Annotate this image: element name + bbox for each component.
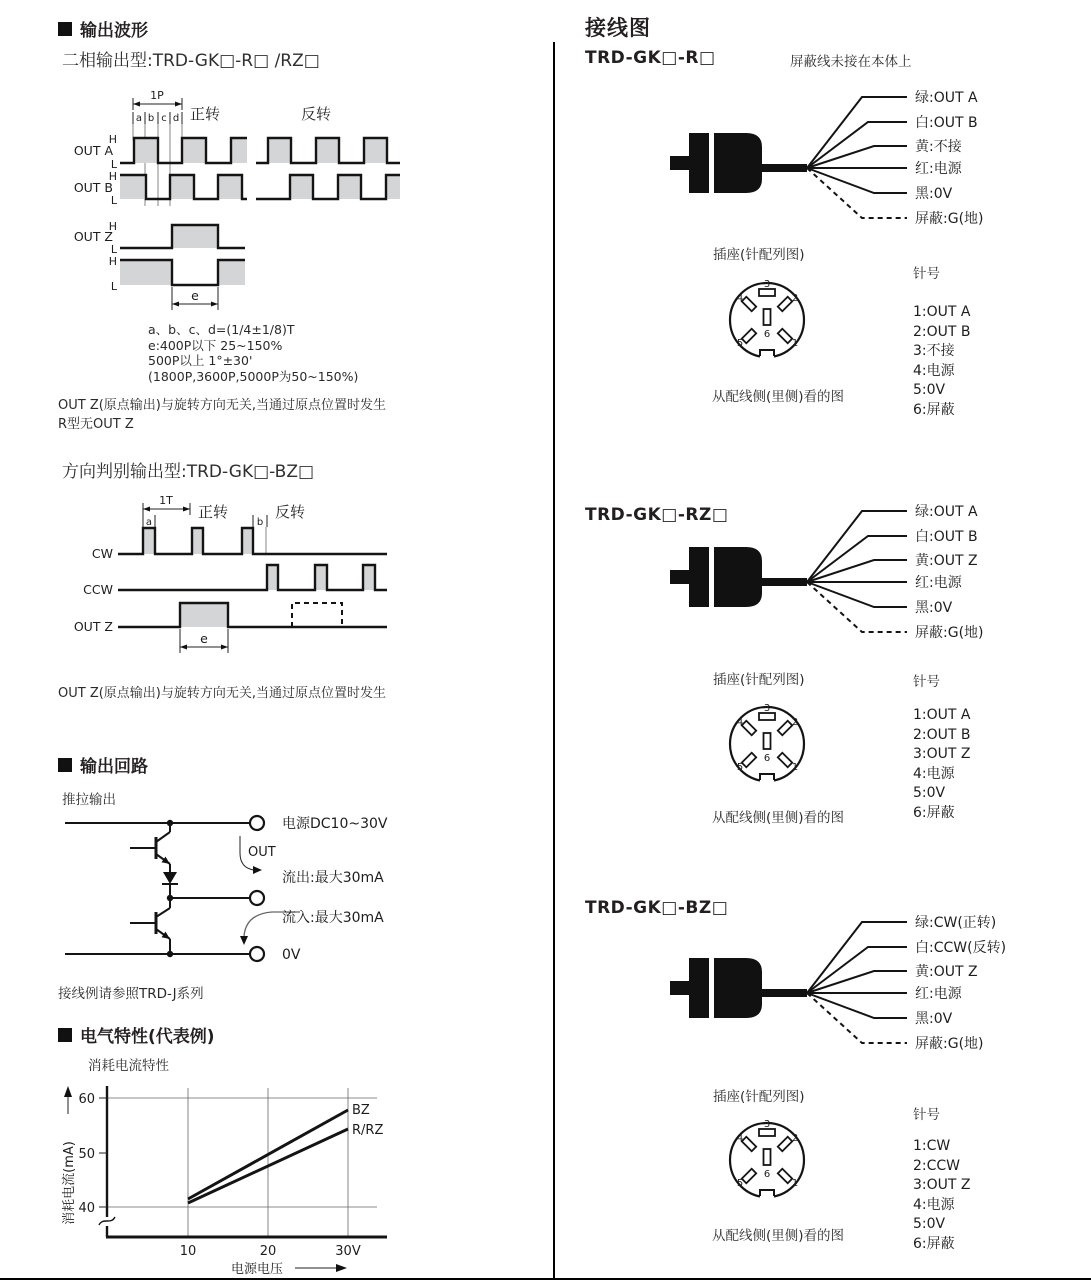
pin-2-number: 2	[791, 717, 799, 728]
pin-list-bz	[913, 1137, 970, 1254]
pin-row: 5:0V	[913, 1216, 946, 1232]
wire-yellow-label: 黄:OUT Z	[915, 964, 978, 980]
heading-text: 输出回路	[80, 757, 148, 777]
series-bz-label: BZ	[352, 1103, 370, 1118]
pin-row: 4:电源	[913, 765, 955, 782]
waveform-out-z-dashed-pulse	[292, 603, 342, 627]
waveform-out-z-dir	[118, 603, 387, 627]
wire-black-label: 黑:0V	[915, 600, 953, 616]
ytick-40: 40	[78, 1201, 95, 1216]
dim-d-label: d	[172, 113, 180, 124]
out-a-label: OUT A	[73, 143, 113, 158]
column-divider	[553, 42, 555, 1279]
pin-row: 4:电源	[913, 1196, 955, 1213]
out-z-label: OUT Z	[73, 229, 113, 244]
socket-pin-layout-rz	[723, 700, 813, 792]
wire-green-label: 绿:CW(正转)	[915, 915, 997, 931]
note-1800p: (1800P,3600P,5000P为50~150%)	[148, 368, 359, 384]
wire-white-label: 白:OUT B	[915, 115, 978, 131]
xtick-10: 10	[179, 1244, 197, 1259]
out-z-label: OUT Z	[73, 619, 113, 634]
chart-subtitle: 消耗电流特性	[88, 1058, 169, 1074]
pin-row: 6:屏蔽	[913, 401, 955, 418]
note-500p: 500P以上 1°±30'	[148, 353, 253, 368]
pin-2-number: 2	[791, 1133, 799, 1144]
pin-6-number: 6	[763, 329, 771, 340]
two-phase-waveform-diagram	[55, 88, 495, 323]
pin-row: 6:屏蔽	[913, 804, 955, 821]
pin-row: 1:CW	[913, 1138, 951, 1154]
model-title-rz: TRD-GK□-RZ□	[585, 505, 729, 525]
square-bullet-icon	[58, 758, 72, 772]
encoder-cable-diagram-bz	[620, 910, 1090, 1060]
wire-red-label: 红:电源	[915, 575, 962, 591]
out-z-note-line2: R型无OUT Z	[58, 417, 134, 432]
pin-6-number: 6	[763, 753, 771, 764]
dim-a-label: a	[135, 113, 143, 124]
pin-4-number: 4	[736, 1133, 744, 1144]
output-circuit-diagram	[60, 808, 500, 993]
ccw-label: CCW	[83, 582, 113, 597]
h-label: H	[108, 220, 117, 233]
pin-6-number: 6	[763, 1169, 771, 1180]
out-b-label: OUT B	[73, 180, 113, 195]
dim-1p-label: 1P	[150, 89, 164, 102]
pin-row: 2:OUT B	[913, 726, 971, 743]
dim-1t-label: 1T	[159, 495, 173, 507]
pin-1-number: 1	[791, 338, 799, 349]
h-label: H	[108, 170, 117, 183]
pin-row: 2:CCW	[913, 1157, 961, 1174]
out-arrow-label: OUT	[248, 845, 276, 860]
heading-text: 输出波形	[80, 21, 148, 41]
dim-a-label: a	[145, 517, 153, 528]
square-bullet-icon	[58, 22, 72, 36]
two-phase-subtitle: 二相输出型:TRD-GK□-R□ /RZ□	[62, 51, 320, 71]
waveform-notes	[148, 322, 358, 384]
pin-row: 2:OUT B	[913, 323, 971, 340]
xtick-20: 20	[259, 1244, 277, 1259]
pin-list-r	[913, 303, 971, 420]
dim-c-label: c	[161, 113, 167, 124]
forward-label: 正转	[190, 105, 221, 123]
direction-note: OUT Z(原点输出)与旋转方向无关,当通过原点位置时发生	[58, 686, 387, 701]
pin-list-rz	[913, 706, 971, 823]
y-axis-label: 消耗电流(mA)	[62, 1141, 77, 1225]
h-label: H	[108, 255, 117, 268]
pin-header: 针号	[913, 266, 940, 282]
direction-subtitle: 方向判别输出型:TRD-GK□-BZ□	[62, 462, 315, 482]
section-heading-output-circuit	[58, 752, 148, 777]
wire-white-label: 白:CCW(反转)	[915, 940, 1007, 956]
pin-row: 5:0V	[913, 785, 946, 801]
socket-title: 插座(针配列图)	[713, 672, 805, 688]
series-rrz-label: R/RZ	[352, 1123, 384, 1138]
ytick-50: 50	[78, 1147, 95, 1162]
wire-black-label: 黑:0V	[915, 186, 953, 202]
wiring-diagram-heading: 接线图	[585, 16, 651, 40]
pin-header: 针号	[913, 1107, 940, 1123]
socket-title: 插座(针配列图)	[713, 247, 805, 263]
wire-black-label: 黑:0V	[915, 1011, 953, 1027]
pin-row: 1:OUT A	[913, 707, 971, 723]
encoder-cable-diagram-r	[620, 85, 1090, 235]
socket-title: 插座(针配列图)	[713, 1089, 805, 1105]
pin-3-number: 3	[763, 703, 771, 714]
model-title-r: TRD-GK□-R□	[585, 48, 716, 68]
reverse-label: 反转	[301, 105, 332, 123]
dim-b-label: b	[256, 517, 264, 528]
pin-4-number: 4	[736, 293, 744, 304]
dim-b-label: b	[147, 113, 155, 124]
pin-row: 3:不接	[913, 343, 955, 359]
section-heading-output-waveform	[58, 16, 148, 41]
wire-yellow-label: 黄:OUT Z	[915, 553, 978, 569]
wire-yellow-label: 黄:不接	[915, 139, 962, 155]
square-bullet-icon	[58, 1028, 72, 1042]
encoder-cable-diagram-rz	[620, 499, 1090, 649]
pin-5-number: 5	[736, 338, 744, 349]
wiring-example-note: 接线例请参照TRD-J系列	[58, 986, 204, 1002]
view-note: 从配线侧(里侧)看的图	[712, 810, 845, 826]
pin-header: 针号	[913, 674, 940, 690]
heading-text: 电气特性(代表例)	[80, 1027, 215, 1047]
pin-row: 5:0V	[913, 382, 946, 398]
pin-row: 1:OUT A	[913, 304, 971, 320]
pin-row: 3:OUT Z	[913, 746, 971, 762]
socket-pin-layout-r	[723, 276, 813, 368]
pin-row: 4:电源	[913, 362, 955, 379]
view-note: 从配线侧(里侧)看的图	[712, 1228, 845, 1244]
wire-red-label: 红:电源	[915, 986, 962, 1002]
pin-4-number: 4	[736, 717, 744, 728]
pin-3-number: 3	[763, 279, 771, 290]
source-current-label: 流出:最大30mA	[282, 870, 384, 886]
power-terminal-label: 电源DC10~30V	[282, 816, 388, 832]
h-label: H	[108, 133, 117, 146]
waveform-cw	[118, 528, 387, 554]
pin-5-number: 5	[736, 1178, 744, 1189]
wire-shield-label: 屏蔽:G(地)	[915, 1036, 984, 1052]
pin-1-number: 1	[791, 762, 799, 773]
note-e400: e:400P以下 25~150%	[148, 337, 283, 353]
view-note: 从配线侧(里侧)看的图	[712, 389, 845, 405]
pin-1-number: 1	[791, 1178, 799, 1189]
note-abcd: a、b、c、d=(1/4±1/8)T	[148, 322, 295, 337]
l-label: L	[110, 158, 117, 171]
socket-pin-layout-bz	[723, 1116, 813, 1208]
wire-red-label: 红:电源	[915, 161, 962, 177]
reverse-label: 反转	[275, 503, 306, 521]
out-z-note-block	[58, 396, 528, 434]
forward-label: 正转	[198, 503, 229, 521]
bottom-rule	[0, 1278, 1091, 1280]
wire-green-label: 绿:OUT A	[915, 504, 978, 520]
waveform-ccw	[118, 565, 387, 590]
l-label: L	[110, 280, 117, 293]
cw-label: CW	[91, 546, 113, 561]
current-consumption-chart	[55, 1078, 505, 1278]
l-label: L	[110, 243, 117, 256]
wire-shield-label: 屏蔽:G(地)	[915, 625, 984, 641]
shield-note: 屏蔽线未接在本体上	[790, 54, 912, 70]
model-title-bz: TRD-GK□-BZ□	[585, 898, 729, 918]
out-z-note-line1: OUT Z(原点输出)与旋转方向无关,当通过原点位置时发生	[58, 398, 387, 413]
waveform-out-b-reverse	[256, 175, 400, 199]
direction-waveform-diagram	[55, 495, 495, 670]
dim-e-label: e	[191, 288, 199, 303]
l-label: L	[110, 194, 117, 207]
ytick-60: 60	[78, 1092, 95, 1107]
wire-green-label: 绿:OUT A	[915, 90, 978, 106]
pin-2-number: 2	[791, 293, 799, 304]
pin-row: 6:屏蔽	[913, 1235, 955, 1252]
pin-row: 3:OUT Z	[913, 1177, 971, 1193]
wire-white-label: 白:OUT B	[915, 529, 978, 545]
push-pull-label: 推拉输出	[62, 792, 116, 808]
wire-shield-label: 屏蔽:G(地)	[915, 211, 984, 227]
dim-e-label: e	[200, 631, 208, 646]
pin-3-number: 3	[763, 1119, 771, 1130]
section-heading-electrical	[58, 1022, 215, 1047]
pin-5-number: 5	[736, 762, 744, 773]
zero-volt-label: 0V	[282, 947, 301, 963]
xtick-30v: 30V	[335, 1244, 361, 1259]
sink-current-label: 流入:最大30mA	[282, 910, 384, 926]
x-axis-label: 电源电压	[231, 1262, 284, 1277]
